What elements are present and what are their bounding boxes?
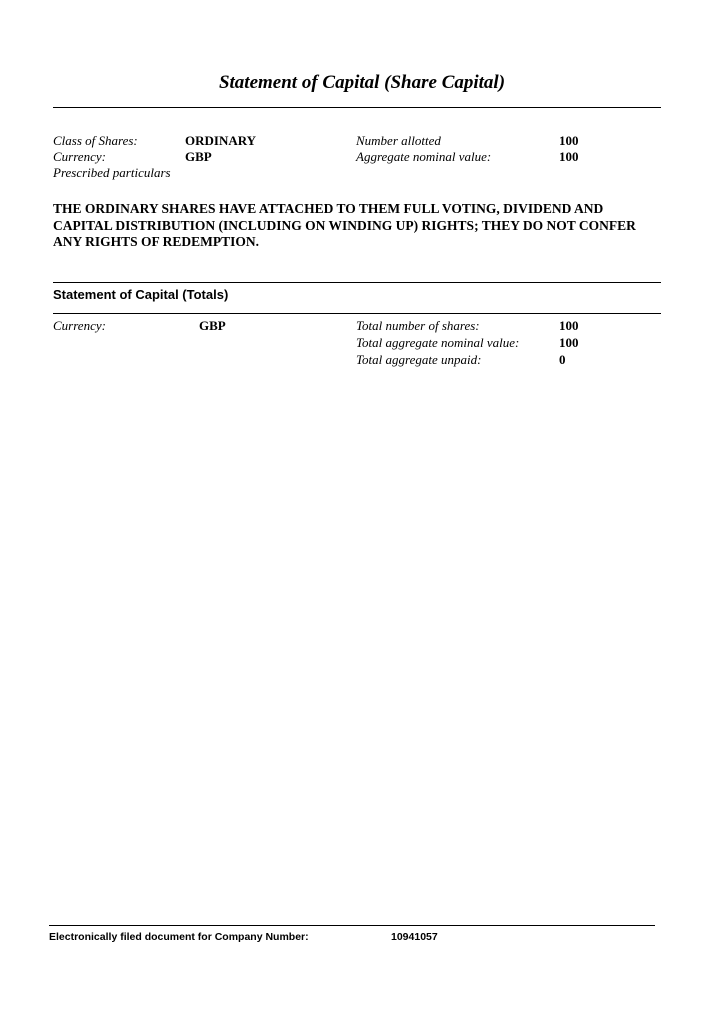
footer-label: Electronically filed document for Company Number: <box>49 931 309 943</box>
footer-divider <box>49 925 655 926</box>
totals-bottom-divider <box>53 313 661 314</box>
totals-top-divider <box>53 282 661 283</box>
title-divider <box>53 107 661 108</box>
total-nominal-label: Total aggregate nominal value: <box>356 335 520 350</box>
currency-value: GBP <box>185 149 212 164</box>
total-nominal-value: 100 <box>559 335 579 350</box>
prescribed-particulars-label: Prescribed particulars <box>53 165 171 180</box>
currency-label: Currency: <box>53 149 106 164</box>
number-allotted-value: 100 <box>559 133 579 148</box>
totals-currency-label: Currency: <box>53 318 106 333</box>
aggregate-nominal-label: Aggregate nominal value: <box>356 149 492 164</box>
total-unpaid-value: 0 <box>559 352 566 367</box>
totals-currency-value: GBP <box>199 318 226 333</box>
company-number: 10941057 <box>391 931 438 943</box>
prescribed-particulars-text: THE ORDINARY SHARES HAVE ATTACHED TO THEM FULL VOTING, DIVIDEND AND CAPITAL DISTRIBUTION (INCLUDING ON WINDING UP) RIGHTS; THEY DO NOT CONFER ANY RIGHTS OF REDEMPTION. <box>53 201 636 249</box>
aggregate-nominal-value: 100 <box>559 149 579 164</box>
total-shares-value: 100 <box>559 318 579 333</box>
totals-section-title: Statement of Capital (Totals) <box>53 287 229 302</box>
class-of-shares-value: ORDINARY <box>185 133 257 148</box>
class-of-shares-label: Class of Shares: <box>53 133 138 148</box>
total-shares-label: Total number of shares: <box>356 318 480 333</box>
total-unpaid-label: Total aggregate unpaid: <box>356 352 482 367</box>
page-title: Statement of Capital (Share Capital) <box>218 72 506 93</box>
number-allotted-label: Number allotted <box>356 133 441 148</box>
